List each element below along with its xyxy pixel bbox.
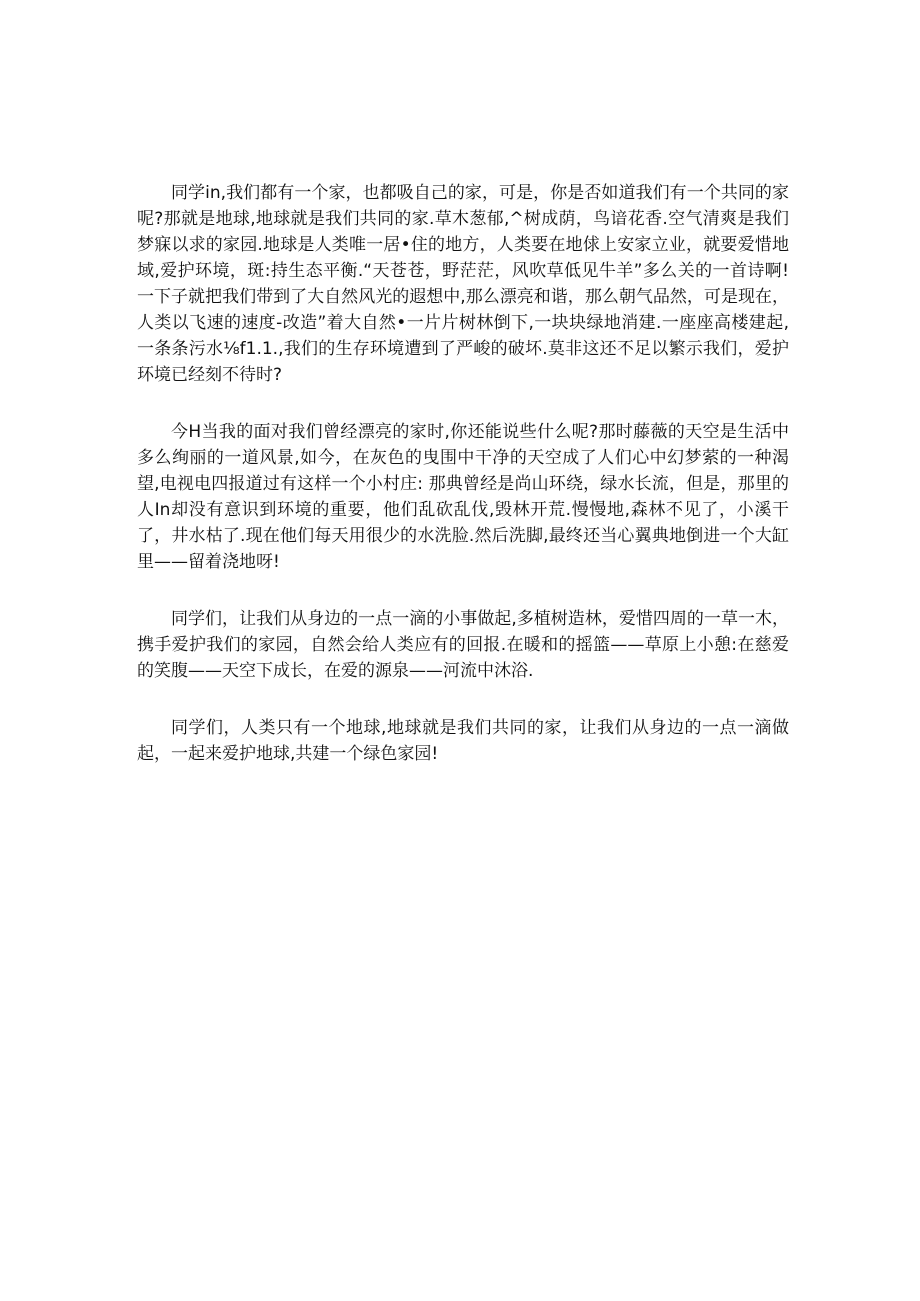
paragraph-2: 今H当我的面对我们曾经漂亮的家时,你还能说些什么呢?那时藤薇的天空是生活中多么绚丽的一道风景,如今，在灰色的曳围中干净的天空成了人们心中幻梦萦的一种渴望,电视电四报道过有这样一个小村庄: 那典曾经是尚山环绕，绿水长流，但是，那里的人In却没有意识到环境的重要，他们乱砍乱伐,毁林开荒.慢慢地,森林不见了，小溪干了，井水枯了.现在他们每天用很少的水洗脸.然后洗脚,最终还当心翼典地倒进一个大缸里——留着浇地呀! <box>137 422 789 572</box>
paragraph-1: 同学in,我们都有一个家，也都吸自己的家，可是，你是否如道我们有一个共同的家呢?那就是地球,地球就是我们共同的家.草木葱郁,^树成荫，鸟谙花香.空气清爽是我们梦寐以求的家园.地球是人类唯一居•住的地方，人类要在地俅上安家立业，就要爱惜地域,爱护环境，斑:持生态平衡.“天苍苍，野茫茫，风吹草低见牛羊”多么关的一首诗啊!一下子就把我们带到了大自然风光的遐想中,那么漂亮和谐，那么朝气品然，可是现在，人类以飞速的速度-改造”着大自然•一片片树林倒下,一块块绿地消建.一座座高楼建起,一条条污水⅛f1.1.,我们的生存环境遭到了严峻的破坏.莫非这还不足以繁示我们，爱护环境已经刻不待时? <box>137 183 789 385</box>
paragraph-3: 同学们，让我们从身边的一点一滴的小事做起,多植树造林，爱惜四周的一草一木，携手爱护我们的家园，自然会给人类应有的回报.在暖和的摇篮——草原上小憩:在慈爱的笑腹——天空下成长，在爱的源泉——河流中沐浴. <box>137 609 789 681</box>
document-body <box>137 180 789 767</box>
paragraph-4: 同学们，人类只有一个地球,地球就是我们共同的家，让我们从身边的一点一滴做起，一起来爱护地球,共建一个绿色家园! <box>137 718 789 764</box>
